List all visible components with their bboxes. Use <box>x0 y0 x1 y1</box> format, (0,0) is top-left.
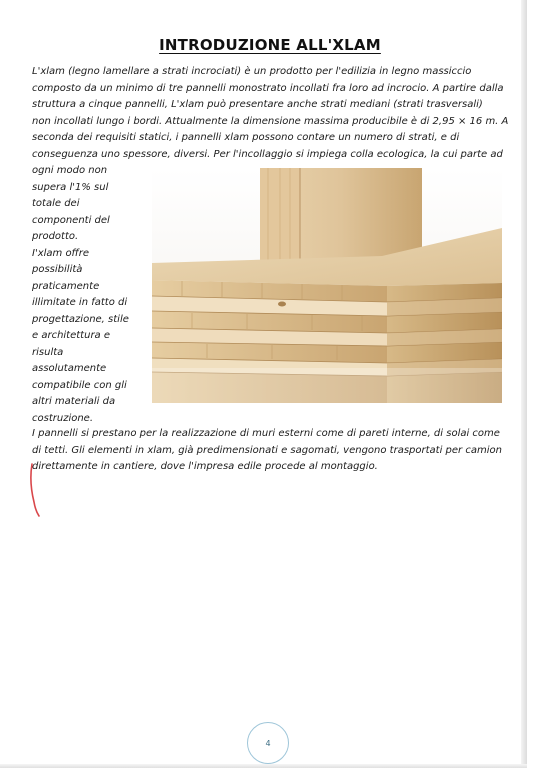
text-line: totale dei <box>32 198 80 209</box>
usage-paragraph <box>32 426 502 476</box>
text-line: I pannelli si prestano per la realizzazione di muri esterni come di pareti interne, di solai come <box>32 428 500 439</box>
text-line: praticamente <box>32 280 100 292</box>
text-line: di tetti. Gli elementi in xlam, già predimensionati e sagomati, vengono trasportati per camion <box>32 444 502 456</box>
text-line: possibilità <box>32 264 83 275</box>
text-line: progettazione, stile <box>32 313 129 325</box>
page-title: INTRODUZIONE ALL'XLAM <box>159 36 381 54</box>
text-line: struttura a cinque pannelli, L'xlam può presentare anche strati mediani (strati trasversali) <box>32 99 483 110</box>
text-line: seconda dei requisiti statici, i pannelli xlam possono contare un numero di strati, e di <box>32 132 460 143</box>
text-line: prodotto. <box>32 231 79 242</box>
intro-paragraph <box>32 64 508 163</box>
page-edge-shadow <box>521 0 527 768</box>
text-line: direttamente in cantiere, dove l'impresa edile procede al montaggio. <box>32 461 378 472</box>
xlam-panel-illustration <box>152 168 502 403</box>
text-line: e architettura e <box>32 330 111 341</box>
watermark-text: trovacasa <box>268 518 475 569</box>
text-line: conseguenza uno spessore, diversi. Per l'incollaggio si impiega colla ecologica, la cui parte ad <box>32 148 503 160</box>
text-line: I'xlam offre <box>32 247 90 259</box>
text-line: componenti del <box>32 214 110 226</box>
text-line: composto da un minimo di tre pannelli monostrato incollati fra loro ad incrocio. A partire dalla <box>32 82 504 94</box>
text-line: compatibile con gli <box>32 379 127 391</box>
text-line: altri materiali da <box>32 396 116 407</box>
text-line: assolutamente <box>32 363 107 374</box>
text-line: costruzione. <box>32 412 94 424</box>
side-column-text <box>32 163 129 427</box>
page-bottom-edge <box>0 764 527 768</box>
text-line: supera l'1% sul <box>32 181 109 193</box>
text-line: risulta <box>32 346 64 358</box>
text-line: illimitate in fatto di <box>32 297 128 308</box>
page-number-badge: 4 <box>247 722 289 764</box>
red-annotation-mark <box>26 462 46 517</box>
text-line: non incollati lungo i bordi. Attualmente la dimensione massima producibile è di 2,95 × 16 m. A <box>32 115 509 127</box>
text-line: L'xlam (legno lamellare a strati incrociati) è un prodotto per l'edilizia in legno massiccio <box>32 66 472 77</box>
text-line: ogni modo non <box>32 165 108 176</box>
